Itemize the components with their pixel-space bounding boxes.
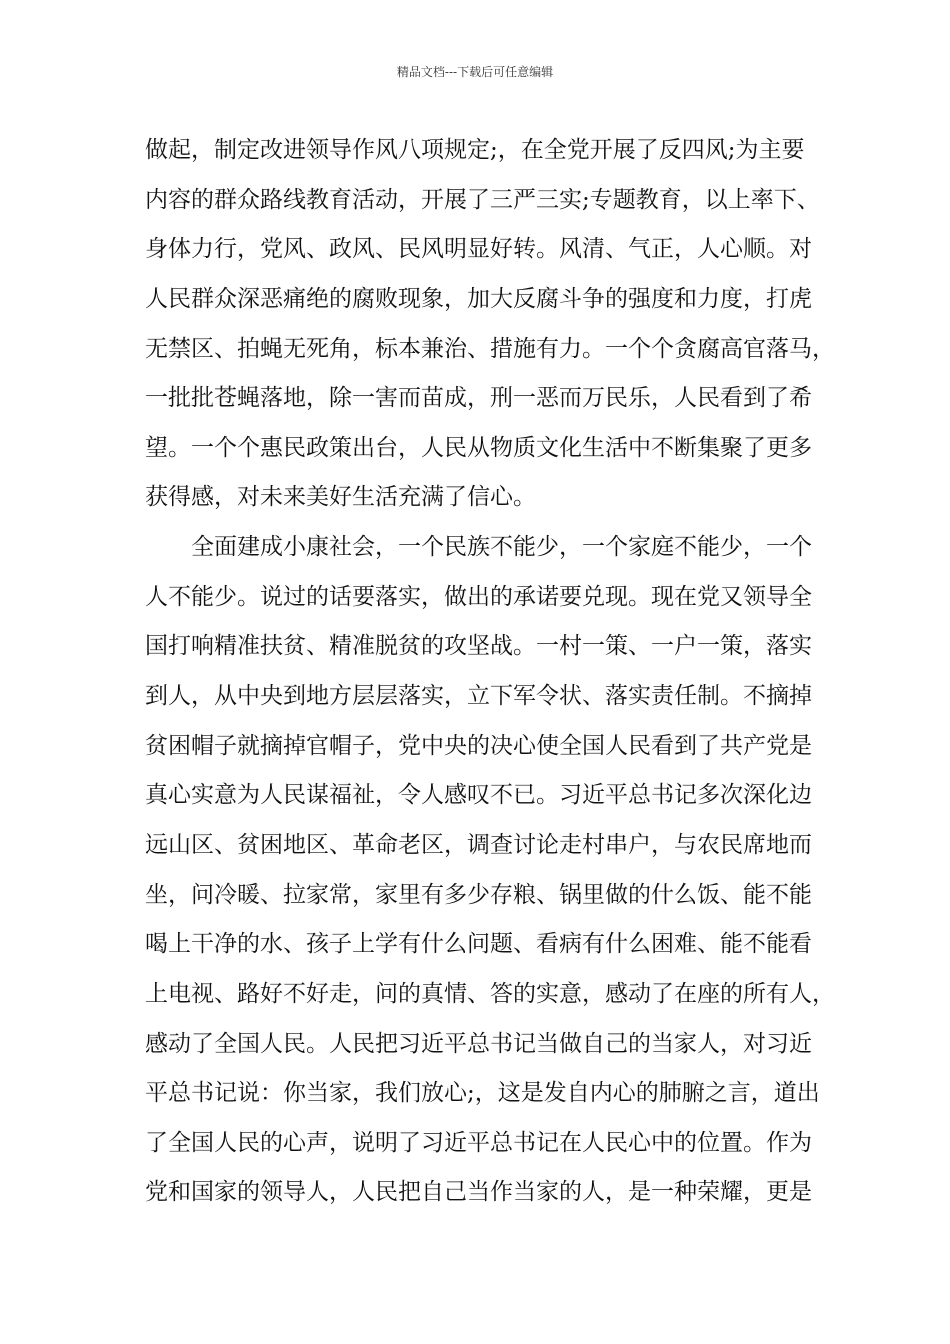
document-body [145, 126, 835, 1218]
text-line: 望。一个个惠民政策出台，人民从物质文化生活中不断集聚了更多 [145, 434, 812, 461]
text-line: 喝上干净的水、孩子上学有什么问题、看病有什么困难、能不能看 [145, 931, 812, 958]
text-line: 到人，从中央到地方层层落实，立下军令状、落实责任制。不摘掉 [145, 683, 812, 710]
text-line: 平总书记说：你当家，我们放心;，这是发自内心的肺腑之言，道出 [145, 1080, 820, 1107]
text-line: 国打响精准扶贫、精准脱贫的攻坚战。一村一策、一户一策，落实 [145, 633, 812, 660]
text-line: 真心实意为人民谋福祉，令人感叹不已。习近平总书记多次深化边 [145, 782, 812, 809]
text-line: 获得感，对未来美好生活充满了信心。 [145, 484, 536, 511]
text-line: 内容的群众路线教育活动，开展了三严三实;专题教育，以上率下、 [145, 186, 820, 213]
page-header: 精品文档---下载后可任意编辑 [396, 65, 554, 79]
text-line: 无禁区、拍蝇无死角，标本兼治、措施有力。一个个贪腐高官落马， [145, 335, 835, 362]
text-line: 远山区、贫困地区、革命老区，调查讨论走村串户，与农民席地而 [145, 831, 812, 858]
text-line: 了全国人民的心声，说明了习近平总书记在人民心中的位置。作为 [145, 1129, 812, 1156]
text-line: 贫困帽子就摘掉官帽子，党中央的决心使全国人民看到了共产党是 [145, 732, 812, 759]
text-line: 坐，问冷暖、拉家常，家里有多少存粮、锅里做的什么饭、能不能 [145, 881, 812, 908]
text-line: 人不能少。说过的话要落实，做出的承诺要兑现。现在党又领导全 [145, 583, 812, 610]
text-line-paragraph-start: 全面建成小康社会，一个民族不能少，一个家庭不能少，一个 [191, 534, 812, 561]
text-line: 人民群众深恶痛绝的腐败现象，加大反腐斗争的强度和力度，打虎 [145, 285, 812, 312]
text-line: 一批批苍蝇落地，除一害而苗成，刑一恶而万民乐，人民看到了希 [145, 385, 812, 412]
text-line: 党和国家的领导人，人民把自己当作当家的人，是一种荣耀，更是 [145, 1179, 812, 1206]
text-line: 做起，制定改进领导作风八项规定;，在全党开展了反四风;为主要 [145, 137, 805, 163]
text-line: 身体力行，党风、政风、民风明显好转。风清、气正，人心顺。对 [145, 236, 812, 263]
text-line: 上电视、路好不好走，问的真情、答的实意，感动了在座的所有人， [145, 980, 835, 1007]
text-line: 感动了全国人民。人民把习近平总书记当做自己的当家人，对习近 [145, 1030, 812, 1057]
